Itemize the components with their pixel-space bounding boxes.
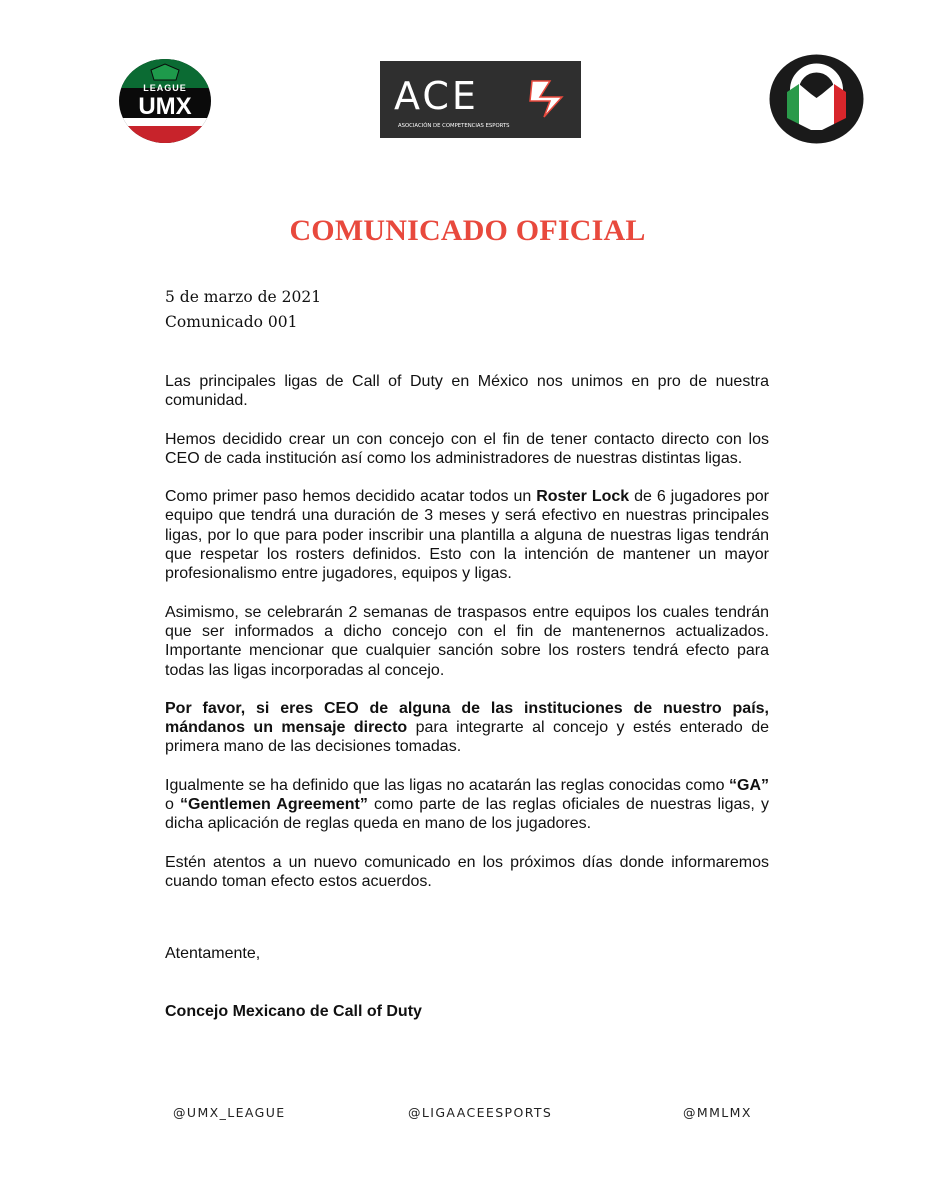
footer-handle-ace: @LIGAACEESPORTS bbox=[408, 1105, 553, 1120]
document-title: COMUNICADO OFICIAL bbox=[289, 214, 646, 247]
paragraph: Igualmente se ha definido que las ligas no acatarán las reglas conocidas como “GA” o “Gentlemen Agreement” como parte de las reglas oficiales de nuestras ligas, y dicha aplicación de reglas queda en mano de los jugadores. bbox=[165, 776, 769, 833]
ceo-call-bold: Por favor, si eres CEO de alguna de las instituciones de nuestro país, mándanos un mensaje directo bbox=[165, 699, 769, 737]
paragraph: Como primer paso hemos decidido acatar todos un Roster Lock de 6 jugadores por equipo que tendrá una duración de 3 meses y será efectivo en nuestras principales ligas, por lo que para poder inscribir una plantilla a alguna de nuestras ligas tendrán que respetar los rosters definidos. Esto con la intención de mantener un mayor profesionalismo entre jugadores, equipos y ligas. bbox=[165, 488, 770, 583]
document-body bbox=[165, 372, 769, 910]
document-number: Comunicado 001 bbox=[165, 313, 298, 331]
paragraph: Hemos decidido crear un con concejo con el fin de tener contacto directo con los CEO de cada institución así como los administradores de nuestras distintas ligas. bbox=[165, 430, 769, 467]
mml-logo bbox=[769, 54, 864, 144]
footer-handle-mml: @MMLMX bbox=[683, 1105, 752, 1120]
roster-lock-bold: Roster Lock bbox=[536, 488, 630, 506]
paragraph: Asimismo, se celebrarán 2 semanas de traspasos entre equipos los cuales tendrán que ser informados a dicho concejo con el fin de mantenernos actualizados. Importante mencionar que cualquier sanción sobre los rosters tendrá efecto para todas las ligas incorporadas al concejo. bbox=[165, 603, 769, 679]
umx-league-logo bbox=[118, 58, 212, 144]
ace-logo-sub-text: ASOCIACIÓN DE COMPETENCIAS ESPORTS bbox=[398, 123, 510, 129]
umx-logo-main-text: UMX bbox=[138, 93, 192, 120]
closing-text: Atentamente, bbox=[165, 945, 261, 962]
paragraph: Estén atentos a un nuevo comunicado en los próximos días donde informaremos cuando toman efecto estos acuerdos. bbox=[165, 853, 769, 890]
signature: Concejo Mexicano de Call of Duty bbox=[165, 1003, 422, 1020]
document-date: 5 de marzo de 2021 bbox=[165, 288, 322, 306]
ace-logo bbox=[380, 61, 581, 138]
ace-logo-main-text: ACE bbox=[394, 74, 479, 118]
footer-handle-umx: @UMX_LEAGUE bbox=[173, 1105, 286, 1120]
umx-logo-top-text: LEAGUE bbox=[143, 83, 187, 93]
paragraph: Por favor, si eres CEO de alguna de las instituciones de nuestro país, mándanos un mensaje directo para integrarte al concejo y estés enterado de primera mano de las decisiones tomadas. bbox=[165, 699, 770, 756]
paragraph: Las principales ligas de Call of Duty en México nos unimos en pro de nuestra comunidad. bbox=[165, 373, 769, 410]
